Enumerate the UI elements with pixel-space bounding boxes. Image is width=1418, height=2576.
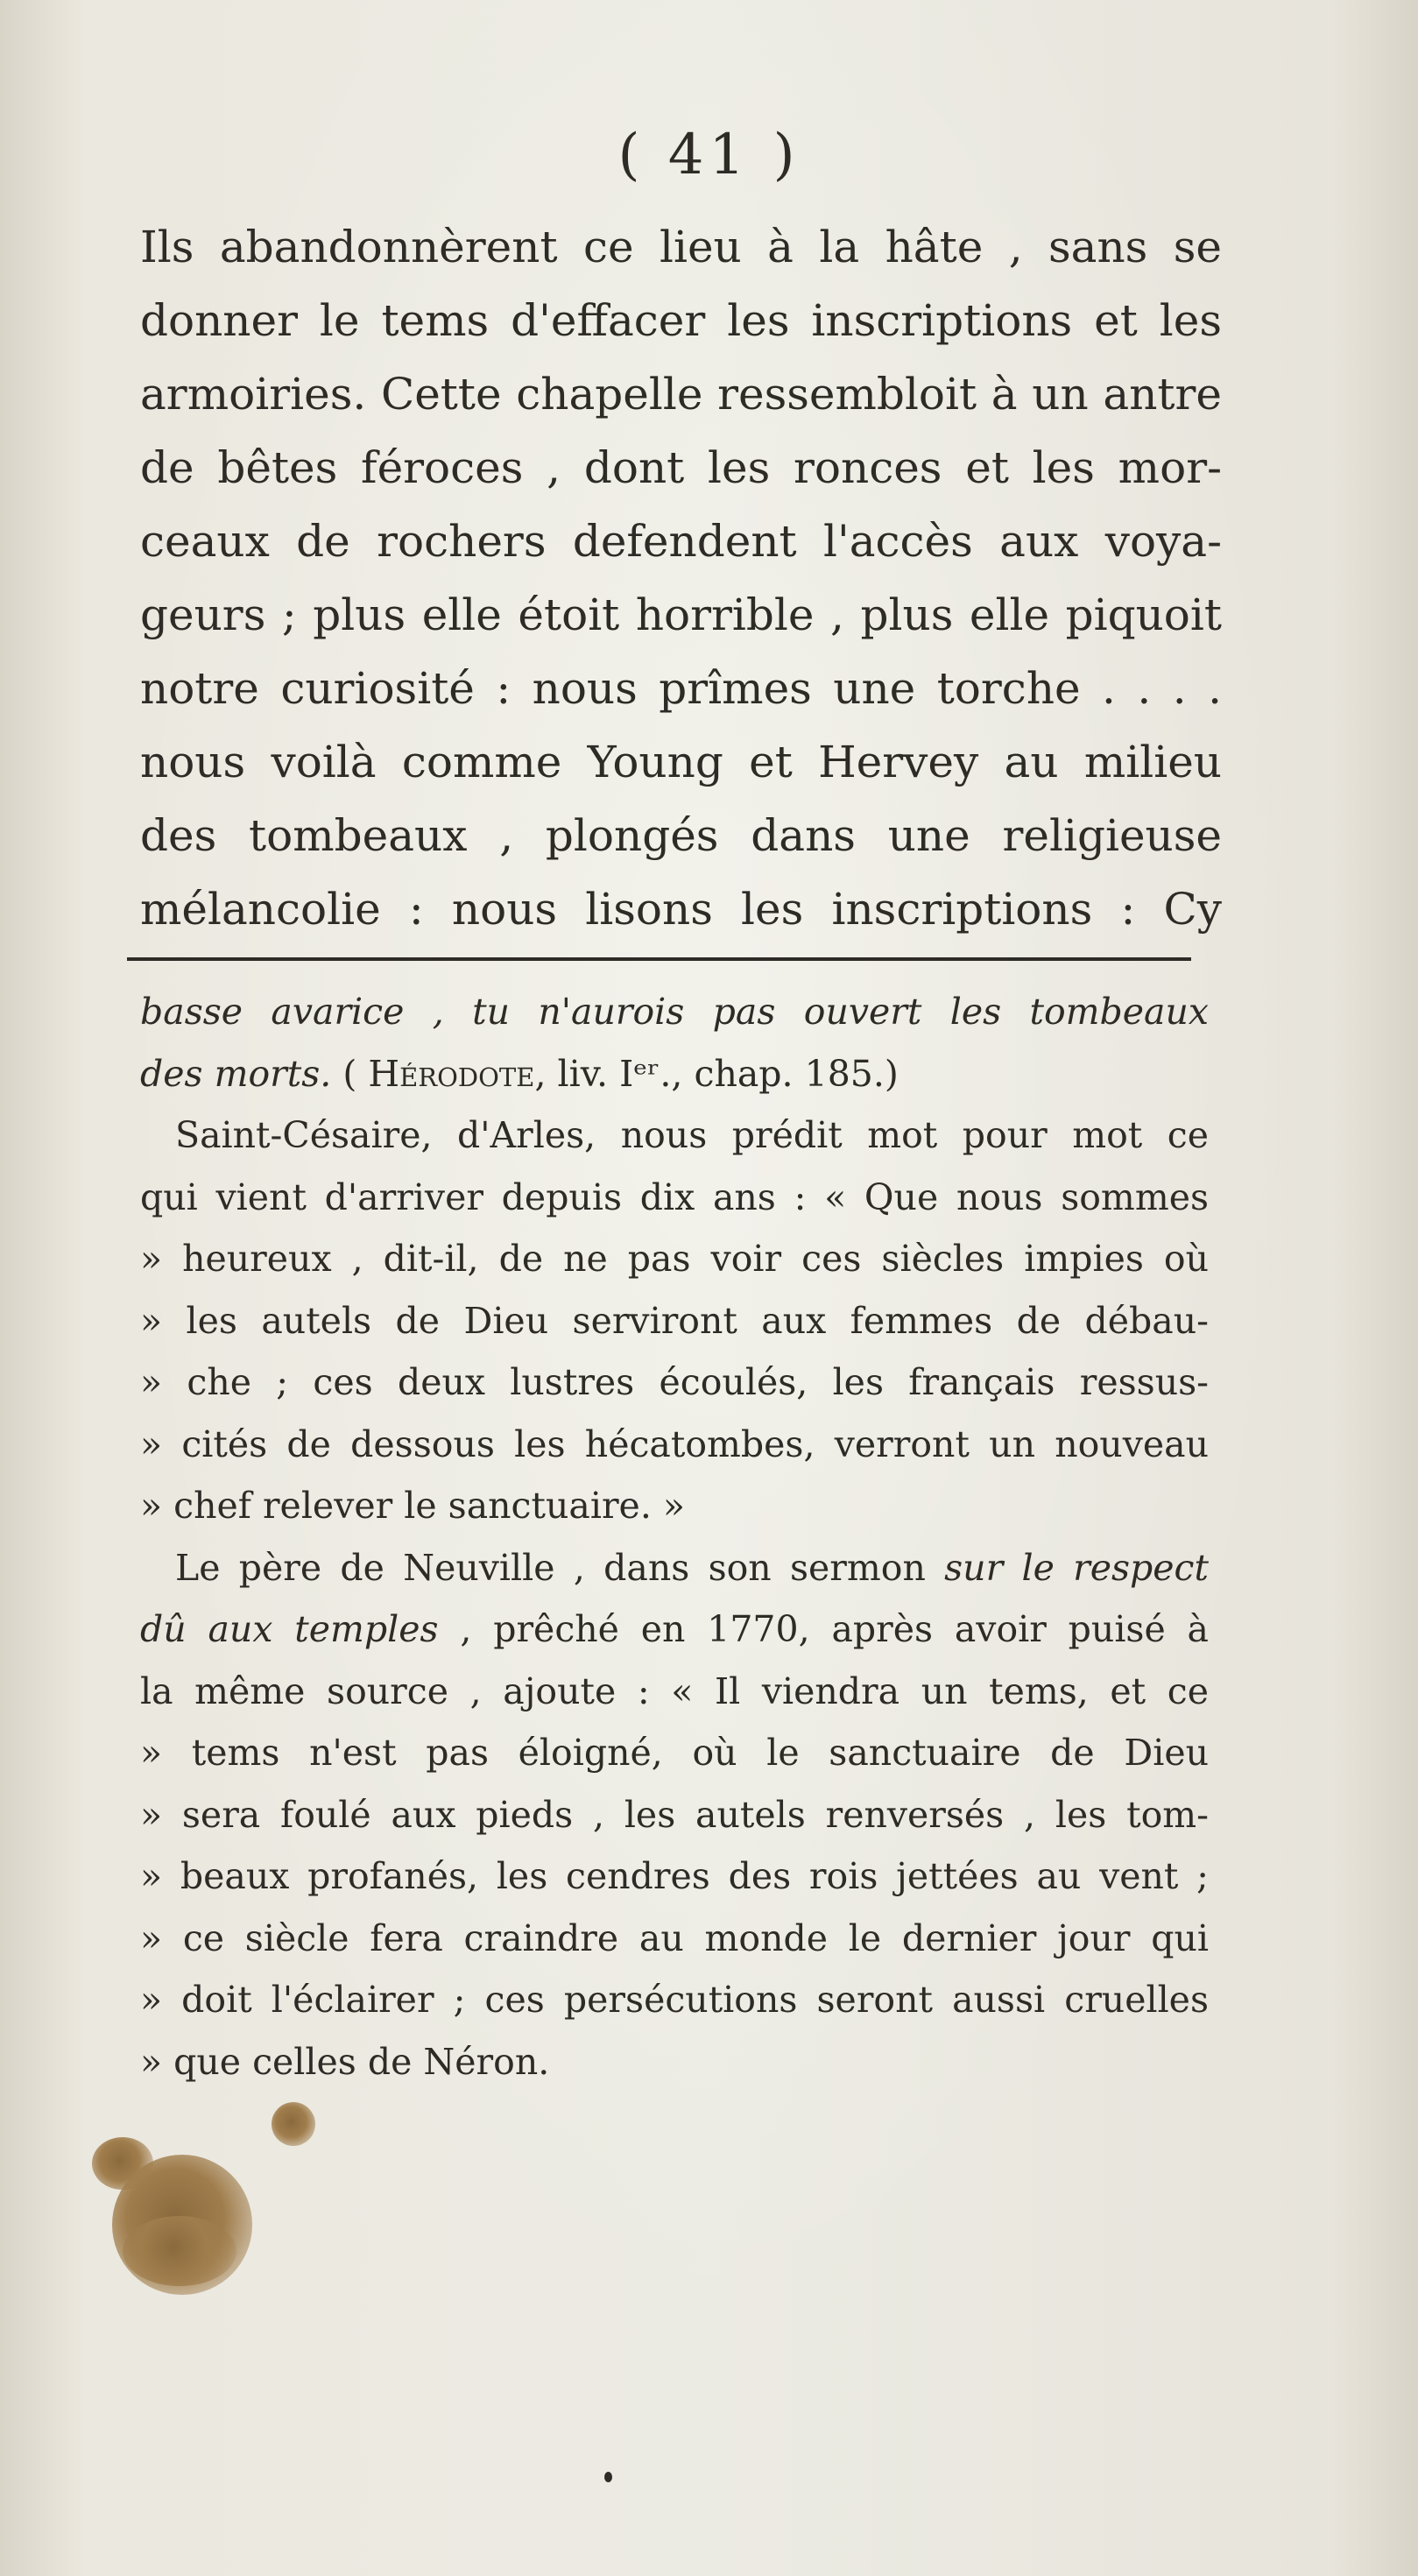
sermon-title-cont: dû aux temples [140, 1608, 439, 1650]
footnote-paragraph-line [140, 1537, 1209, 1599]
ink-speck [604, 2472, 612, 2482]
sermon-details: , prêché en 1770, après avoir puisé à [438, 1608, 1209, 1650]
main-text-line: mélancolie : nous lisons les inscriptions : Cy [140, 884, 1222, 935]
main-text-line: de bêtes féroces , dont les ronces et les mor- [140, 442, 1222, 493]
paper-stain [123, 2216, 236, 2286]
footnote-paragraph-line: Saint-Césaire, d'Arles, nous prédit mot pour mot ce [175, 1114, 1209, 1156]
main-text-line: armoiries. Cette chapelle ressembloit à un antre [140, 369, 1222, 420]
footnote-paragraph-line: » les autels de Dieu serviront aux femmes de débau- [140, 1299, 1209, 1342]
footnote-paragraph-line: » que celles de Néron. [140, 2040, 550, 2083]
main-text-line: notre curiosité : nous prîmes une torche . . . . [140, 663, 1222, 714]
citation-italic: des morts. [140, 1052, 332, 1095]
main-text-line: donner le tems d'effacer les inscriptions et les [140, 295, 1222, 346]
footnote-paragraph-line: » ce siècle fera craindre au monde le dernier jour qui [140, 1916, 1209, 1959]
footnote-paragraph-line [140, 1599, 1209, 1661]
footnote-paragraph-line: la même source , ajoute : « Il viendra un tems, et ce [140, 1669, 1209, 1712]
main-text-line: ceaux de rochers defendent l'accès aux voya- [140, 516, 1222, 567]
main-text-line: geurs ; plus elle étoit horrible , plus elle piquoit [140, 589, 1222, 640]
page-number: ( 41 ) [617, 123, 801, 187]
main-text-line: Ils abandonnèrent ce lieu à la hâte , sans se [140, 222, 1222, 272]
footnote-citation-line [140, 1043, 1209, 1105]
footnote-paragraph-line: » che ; ces deux lustres écoulés, les français ressus- [140, 1361, 1209, 1403]
citation-reference: , liv. Iᵉʳ., chap. 185.) [534, 1052, 899, 1095]
footnote-paragraph-line: » chef relever le sanctuaire. » [140, 1485, 685, 1527]
main-text-line: nous voilà comme Young et Hervey au milieu [140, 737, 1222, 787]
citation-open: ( [331, 1052, 369, 1095]
footnote-paragraph-line: » cités de dessous les hécatombes, verront un nouveau [140, 1422, 1209, 1465]
sermon-title: sur le respect [944, 1546, 1209, 1589]
footnote-paragraph-line: » tems n'est pas éloigné, où le sanctuaire de Dieu [140, 1732, 1209, 1774]
footnote-block [140, 981, 1209, 2093]
footnote-paragraph-line: » heureux , dit-il, de ne pas voir ces siècles impies où [140, 1238, 1209, 1280]
footnote-rule [127, 957, 1191, 961]
footnote-paragraph-line: » doit l'éclairer ; ces persécutions seront aussi cruelles [140, 1979, 1209, 2021]
footnote-paragraph-line: » sera foulé aux pieds , les autels renversés , les tom- [140, 1793, 1209, 1836]
main-text-line: des tombeaux , plongés dans une religieuse [140, 810, 1222, 861]
footnote-paragraph-line: » beaux profanés, les cendres des rois jettées au vent ; [140, 1855, 1209, 1897]
sermon-intro: Le père de Neuville , dans son sermon [175, 1546, 945, 1589]
footnote-line: basse avarice , tu n'aurois pas ouvert les tombeaux [140, 991, 1209, 1033]
paper-stain [272, 2102, 315, 2146]
citation-author: Hérodote [368, 1052, 535, 1095]
main-text-body [140, 210, 1222, 946]
footnote-paragraph-line: qui vient d'arriver depuis dix ans : « Que nous sommes [140, 1175, 1209, 1218]
